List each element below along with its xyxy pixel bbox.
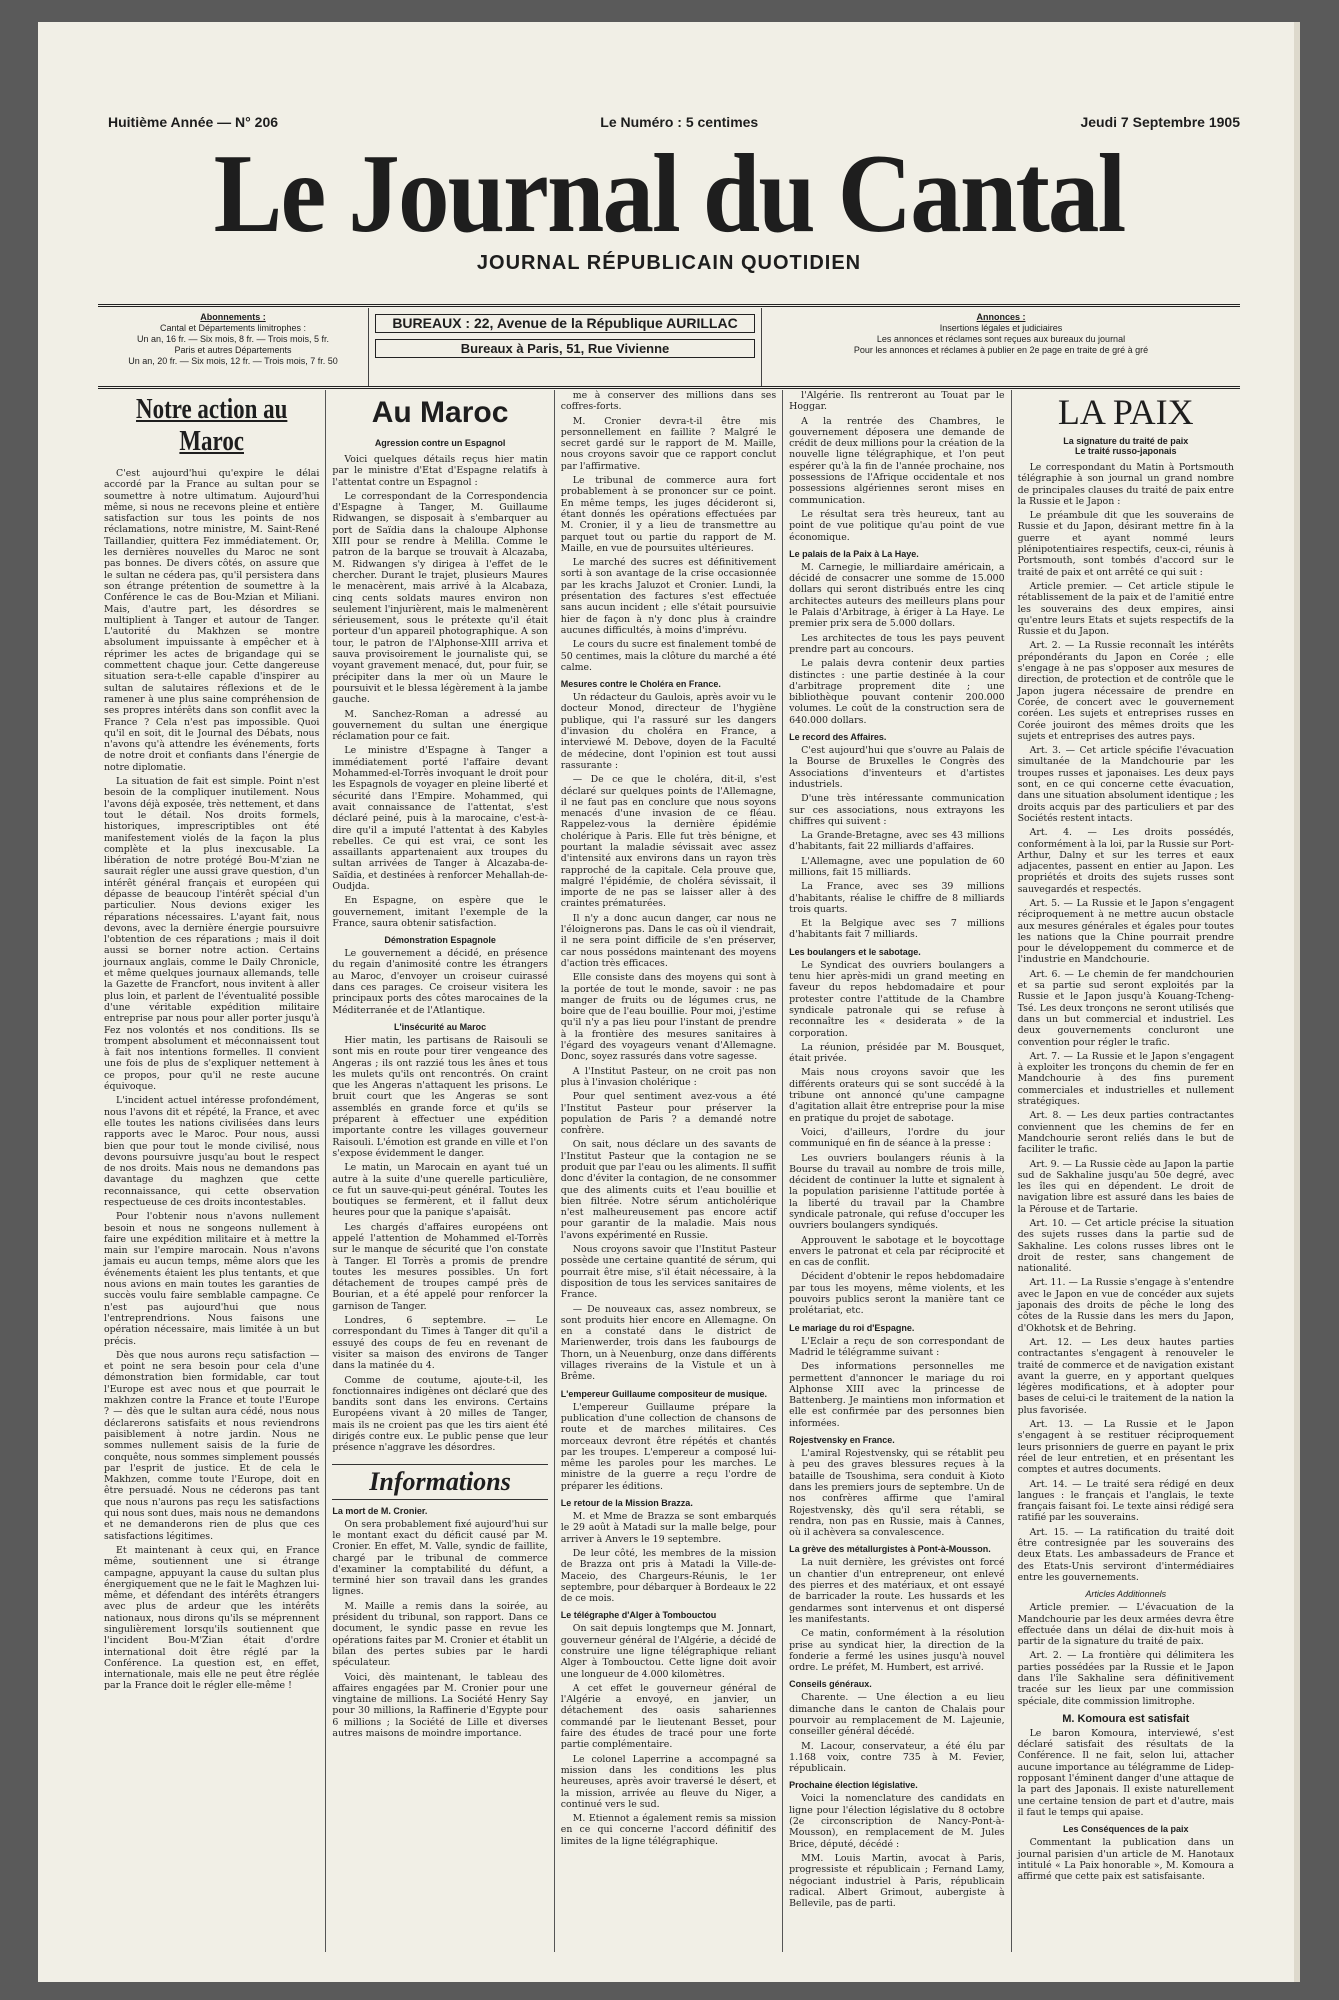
informations-heading: Informations bbox=[332, 1464, 547, 1500]
paragraph: Art. 8. — Les deux parties contractantes conviennent que les chemins de fer en Mandchourie seront reliés dans le but de faciliter le trafic. bbox=[1017, 1110, 1234, 1156]
subheading: Rojestvensky en France. bbox=[789, 1435, 895, 1446]
subheading: Le palais de la Paix à La Haye. bbox=[789, 548, 919, 559]
paragraph: Art. 10. — Cet article précise la situation des sujets russes dans la partie sud de Sakhaline. Les colons russes libres ont le droit de rester, sans changement de nationalité. bbox=[1017, 1218, 1234, 1275]
subheading: Articles Additionnels bbox=[1085, 1589, 1167, 1600]
paragraph: La nuit dernière, les grévistes ont forcé un chantier d'un entrepreneur, ont enlevé des pierres et des matériaux, et ont essayé de barricader la route. Les hussards et les gendarmes sont intervenus et ont dispersé les manifestants. bbox=[789, 1557, 1005, 1625]
subheading: L'empereur Guillaume compositeur de musique. bbox=[560, 1388, 767, 1399]
column-3 bbox=[555, 390, 783, 1952]
offices-aurillac: BUREAUX : 22, Avenue de la République AURILLAC bbox=[375, 314, 755, 333]
subheading: Le record des Affaires. bbox=[789, 732, 887, 743]
paragraph: D'une très intéressante communication sur ces associations, nous extrayons les chiffres qui suivent : bbox=[789, 793, 1005, 827]
paragraph: A la rentrée des Chambres, le gouvernement déposera une demande de crédit de deux millions pour la création de la nouvelle ligne télégraphique, et l'on peut espérer qu'à la fin de l'année prochaine, nos possessions de l'Afrique occidentale et nos possessions algériennes seront mises en communication. bbox=[789, 415, 1005, 506]
subheading: L'insécurité au Maroc bbox=[394, 1021, 487, 1032]
paragraph: La Grande-Bretagne, avec ses 43 millions d'habitants, fait 22 milliards d'affaires. bbox=[789, 830, 1005, 853]
paragraph: Le colonel Laperrine a accompagné sa mission dans les conditions les plus heureuses, après avoir traversé le désert, et la mission, arrivée au fleuve du Niger, a continué vers le sud. bbox=[560, 1753, 777, 1810]
paragraph: Approuvent le sabotage et le boycottage envers le patronat et cela par réciprocité et en cas de conflit. bbox=[789, 1234, 1005, 1269]
paragraph: Art. 7. — La Russie et le Japon s'engagent à exploiter les tronçons du chemin de fer en Mandchourie à des fins purement commerciales et industrielles et nullement stratégiques. bbox=[1017, 1050, 1234, 1108]
paragraph: Des informations personnelles me permettent d'annoncer le mariage du roi Alphonse XIII avec la princesse de Battenberg. Je maintiens mon information et elle est confirmée par des personnes bien informées. bbox=[789, 1361, 1005, 1429]
paragraph: Commentant la publication dans un journal parisien d'un article de M. Hanotaux intitulé « La Paix honorable », M. Komoura a affirmé que cette paix est satisfaisante. bbox=[1017, 1837, 1234, 1883]
issue-number: Huitième Année — N° 206 bbox=[108, 114, 279, 130]
paragraph: Le baron Komoura, interviewé, s'est déclaré satisfait des résultats de la Conférence. Il ne fait, selon lui, attacher aucune importance au télégramme de Lidep-ropposant l'éminent danger d'une attaque de la part des Japonais. Il existe naturellement une certaine tension de part et d'autre, mais il faut le temps qui apaise. bbox=[1017, 1727, 1234, 1818]
paragraph: Charente. — Une élection a eu lieu dimanche dans le canton de Chalais pour pourvoir au remplacement de M. Lajeunie, conseiller général décédé. bbox=[789, 1692, 1005, 1738]
headline-la-paix: LA PAIX bbox=[1057, 392, 1194, 432]
paragraph: Art. 2. — La frontière qui délimitera les parties possédées par la Russie et le Japon dans l'île Sakhaline sera définitivement tracée sur les lieux par une commission spéciale, dite commission limitrophe. bbox=[1017, 1650, 1234, 1707]
masthead bbox=[98, 134, 1240, 284]
newspaper-subtitle: JOURNAL RÉPUBLICAIN QUOTIDIEN bbox=[476, 252, 862, 274]
paragraph: Hier matin, les partisans de Raisouli se sont mis en route pour tirer vengeance des Angeras ; ils ont razzié tous les ânes et tous les mulets qu'ils ont rencontrés. On craint que les Angeras n'attaquent les prisons. Le bruit court que les Angeras se sont assemblés en grande force et qu'ils se préparent à effectuer une expédition importante contre les villages gouverneur Raisouli. L'émotion est grande en ville et l'on s'expose évidemment le danger. bbox=[332, 1034, 548, 1159]
paragraph: Décident d'obtenir le repos hebdomadaire par tous les moyens, même violents, et les pouvoirs publics seront la manière tant ce prolétariat, etc. bbox=[789, 1271, 1005, 1317]
paragraph: La France, avec ses 39 millions d'habitants, réalise le chiffre de 8 milliards trois quarts. bbox=[789, 881, 1005, 915]
paragraph: Art. 12. — Les deux hautes parties contractantes s'engagent à renouveler le traité de commerce et de navigation existant avant la guerre, en y apportant quelques légères modifications, et à adopter pour bases de celui-ci le traitement de la nation la plus favorisée. bbox=[1017, 1336, 1234, 1416]
newspaper-title: Le Journal du Cantal bbox=[213, 132, 1125, 256]
paragraph: Le correspondant du Matin à Portsmouth télégraphie à son journal un grand nombre de principales clauses du traité de paix entre la Russie et le Japon : bbox=[1017, 462, 1234, 507]
paragraph: Le correspondant de la Correspondencia d'Espagne à Tanger, M. Guillaume Ridwangen, se disposait à s'embarquer au port de Saïdia dans la chaloupe Alphonse XIII pour se rendre à Melilla. Comme le patron de la barque se trouvait à Alcazaba, M. Ridwangen s'y dirigea à l'effet de le chercher. Durant le trajet, plusieurs Maures le menacèrent, mais arrivé à la Alcabaza, cinq cents soldats maures environ non seulement l'injurièrent, mais le malmenèrent sérieusement, sous le prétexte qu'il était porteur d'un appareil photographique. A son tour, le patron de l'Alphonse-XIII arriva et sauva provisoirement le journaliste qui, se voyant gravement menacé, dut, pour fuir, se précipiter dans la mer où un Maure le poursuivit et le blessa légèrement à la jambe gauche. bbox=[332, 490, 548, 706]
paragraph: Elle consiste dans des moyens qui sont à la portée de tout le monde, savoir : ne pas manger de fruits ou de légumes crus, ne boire que de l'eau bouillie. Pour moi, j'estime qu'il n'y a pas lieu pour l'instant de prendre à la frontière des mesures sanitaires à l'égard des voyageurs venant d'Allemagne. Donc, soyez rassurés dans votre sagesse. bbox=[560, 972, 777, 1063]
paragraph: La réunion, présidée par M. Bousquet, était privée. bbox=[789, 1041, 1005, 1065]
paragraph: Pour quel sentiment avez-vous a été l'Institut Pasteur pour préserver la population de Paris ? a demandé notre confrère. bbox=[560, 1091, 777, 1137]
subscriptions-line: Un an, 20 fr. — Six mois, 12 fr. — Trois mois, 7 fr. 50 bbox=[128, 356, 338, 366]
paragraph: Ce matin, conformément à la résolution prise au syndicat hier, la direction de la fonderie a fermé les usines jusqu'à nouvel ordre. Le préfet, M. Humbert, est arrivé. bbox=[789, 1628, 1005, 1674]
paragraph: — De ce que le choléra, dit-il, s'est déclaré sur quelques points de l'Allemagne, il ne faut pas en conclure que nous soyons menacés d'une invasion de ce fléau. Rappelez-vous la dernière épidémie cholérique à Paris. Elle fut très bénigne, et pourtant la maladie sévissait avec assez d'intensité aux environs dans un rayon très rapproché de la capitale. Cela prouve que, malgré l'épidémie, de choléra sévissait, il importe de ne pas se laisser aller à des craintes prématurées. bbox=[560, 774, 777, 910]
deck-line: Le traité russo-japonais bbox=[1074, 446, 1177, 456]
paragraph: M. Sanchez-Roman a adressé au gouvernement du sultan une énergique réclamation pour ce fait. bbox=[332, 708, 548, 743]
deck bbox=[1018, 436, 1234, 456]
subheading: Les Conséquences de la paix bbox=[1062, 1824, 1189, 1835]
subheading: Conseils généraux. bbox=[789, 1679, 872, 1690]
paragraph: En Espagne, on espère que le gouvernement, imitant l'exemple de la France, saura obtenir satisfaction. bbox=[332, 895, 548, 929]
subheading: La mort de M. Cronier. bbox=[332, 1505, 428, 1516]
paragraph: Nous croyons savoir que l'Institut Pasteur possède une certaine quantité de sérum, qui pourrait être mise, s'il était nécessaire, à la disposition de tous les services sanitaires de France. bbox=[560, 1244, 777, 1301]
paragraph: L'incident actuel intéresse profondément, nous l'avons dit et répété, la France, et avec elle toutes les nations civilisées dans leurs rapports avec le Maroc. Pour nous, aussi bien que pour tout le monde civilisé, nous devons poursuivre jusqu'au bout le respect de nos droits. Mais nous ne demandons pas davantage du maghzen que cette reconnaissance, qui cette observation respectueuse de ces droits incontestables. bbox=[104, 1095, 320, 1208]
paragraph: Article premier. — L'évacuation de la Mandchourie par les deux armées devra être effectuée dans un délai de dix-huit mois à partir de la signature du traité de paix. bbox=[1017, 1602, 1234, 1648]
paragraph: l'Algérie. Ils rentreront au Touat par le Hoggar. bbox=[789, 390, 1005, 413]
offices-paris: Bureaux à Paris, 51, Rue Vivienne bbox=[375, 339, 755, 358]
paragraph: On sait depuis longtemps que M. Jonnart, gouverneur général de l'Algérie, a décidé de construire une ligne télégraphique reliant Alger à Tombouctou. Cette ligne doit avoir une longueur de 4.000 kilomètres. bbox=[560, 1623, 777, 1680]
paragraph: Voici, d'ailleurs, l'ordre du jour communiqué en fin de séance à la presse : bbox=[789, 1126, 1005, 1150]
subheading: Le télégraphe d'Alger à Tombouctou bbox=[560, 1610, 717, 1621]
issue-date: Jeudi 7 Septembre 1905 bbox=[1080, 114, 1240, 130]
ads-box bbox=[761, 308, 1240, 386]
paragraph: Et la Belgique avec ses 7 millions d'habitants fait 7 milliards. bbox=[789, 918, 1005, 941]
paragraph: L'empereur Guillaume prépare la publication d'une collection de chansons de route et de marches militaires. Ces morceaux devront être répétés et chantés par les troupes. L'empereur a composé lui-même les paroles pour les marches. Le ministre de la guerre a reçu l'ordre de préparer les éditions. bbox=[560, 1401, 777, 1492]
subscriptions-line: Un an, 16 fr. — Six mois, 8 fr. — Trois mois, 5 fr. bbox=[136, 334, 330, 344]
paragraph: me à conserver des millions dans ses coffres-forts. bbox=[560, 390, 777, 413]
subheading: M. Komoura est satisfait bbox=[1062, 1712, 1190, 1725]
issue-price: Le Numéro : 5 centimes bbox=[600, 114, 759, 130]
paragraph: On sait, nous déclare un des savants de l'Institut Pasteur que la contagion ne se produit que par l'eau ou les aliments. Il suffit donc d'éviter la contagion, de ne consommer que des aliments cuits et l'eau bouillie et bien filtrée. Notre sérum anticholérique n'est malheureusement pas encore actif pour garantir de la maladie. Mais nous l'avons expérimenté en Russie. bbox=[560, 1139, 777, 1241]
paragraph: Le ministre d'Espagne à Tanger a immédiatement porté l'affaire devant Mohammed-el-Torrès invoquant le droit pour les Espagnols de voyager en pleine liberté et sécurité dans l'Empire. Mohammed, qui avait connaissance de l'attentat, s'est déclaré peiné, puis à la marocaine, c'est-à-dire qu'il a imputé l'attentat à des Kabyles rebelles. Ce qui est vrai, ce sont les assaillants appartenaient aux troupes du sultan arrivées de Tanger à Alcazaba-de-Saïdia, et destinées à renforcer Mehallah-de-Oudjda. bbox=[332, 745, 548, 892]
paragraph: Article premier. — Cet article stipule le rétablissement de la paix et de l'amitié entre les souverains des deux empires, ainsi qu'entre leurs Etats et sujets respectifs de la Russie et du Japon. bbox=[1017, 580, 1234, 638]
subheading: Démonstration Espagnole bbox=[384, 935, 496, 946]
column-2 bbox=[326, 390, 554, 1952]
column-1 bbox=[98, 390, 326, 1952]
subscriptions-heading: Abonnements : bbox=[200, 312, 266, 322]
paragraph: Art. 4. — Les droits possédés, conformément à la loi, par la Russie sur Port-Arthur, Dalny et sur les terres et eaux adjacentes, passent en entier au Japon. Les propriétés et droits des sujets russes sont sauvegardés et respectés. bbox=[1017, 827, 1234, 895]
paragraph: M. Etiennot a également remis sa mission en ce qui concerne l'accord définitif des limites de la ligne télégraphique. bbox=[560, 1813, 777, 1847]
paragraph: Comme de coutume, ajoute-t-il, les fonctionnaires indigènes ont déclaré que des bandits sont dans les environs. Certains Européens vivant à 20 milles de Tanger, mais ils ne croient pas que les tirs aient été dirigés contre eux. Le public pense que leur présence n'aggrave les désordres. bbox=[332, 1374, 548, 1454]
subscriptions-line: Paris et autres Départements bbox=[174, 345, 292, 355]
info-band bbox=[98, 308, 1240, 389]
paragraph: Le palais devra contenir deux parties distinctes : une partie destinée à la cour d'arbitrage proprement dite ; une bibliothèque pouvant contenir 200.000 volumes. Le coût de la construction sera de 640.000 dollars. bbox=[789, 658, 1005, 726]
newspaper-page bbox=[38, 22, 1300, 1982]
paragraph: Pour l'obtenir nous n'avons nullement besoin et nous ne songeons nullement à faire une expédition militaire et à mettre la main sur l'empire marocain. Nous n'avons jamais eu aucun temps, même alors que les événements étaient les plus tentants, et que nous avions en main toutes les garanties de succès voulu faire semblable campagne. Ce n'est pas aujourd'hui que nous l'entreprendrions. Nous faisons une opération nécessaire, mais limitée à un but précis. bbox=[104, 1211, 320, 1347]
paragraph: C'est aujourd'hui qu'expire le délai accordé par la France au sultan pour se soumettre à notre ultimatum. Aujourd'hui même, si nous ne recevons pleine et entière satisfaction sur tous les points de nos réclamations, notre ministre, M. Saint-René Taillandier, quittera Fez immédiatement. Or, les dernières nouvelles du Maroc ne sont pas bonnes. De divers côtés, on assure que le sultan ne cédera pas, qu'il persistera dans son étrange prétention de soumettre à la Conférence le cas de Bou-Mzian et Miliani. Mais, d'autre part, les désordres se multiplient à Tanger et autour de Tanger. L'autorité du Makhzen se montre absolument impuissante à empêcher et à réprimer les actes de brigandage qui se commettent chaque jour. Cette dangereuse situation sera-t-elle capable d'inspirer au sultan de salutaires réflexions et de le ramener à une plus saine compréhension de ses propres intérêts dans son conflit avec la France ? Cela n'est pas impossible. Quoi qu'il en soit, dit le Journal des Débats, nous n'avons qu'à attendre les événements, forts de notre droit et confiants dans l'énergie de notre diplomatie. bbox=[104, 468, 320, 773]
paragraph: L'amiral Rojestvensky, qui se rétablit peu à peu des graves blessures reçues à la bataille de Tsoushima, sera conduit à Kioto dans les premiers jours de septembre. Un de nos confrères affirme que l'amiral Rojestvensky, dès qu'il sera rétabli, se rendra, non pas en Russie, mais à Cannes, où il achèvera sa convalescence. bbox=[789, 1448, 1005, 1539]
subscriptions-box bbox=[98, 308, 369, 386]
paragraph: Le tribunal de commerce aura fort probablement à se prononcer sur ce point. En même temps, les juges décideront si, étant donnés les opérations effectuées par M. Cronier, il y a lieu de transmettre au parquet tout ou partie du rapport de M. Maille, en vue de poursuites ultérieures. bbox=[560, 475, 777, 554]
paragraph: Voici, dès maintenant, le tableau des affaires engagées par M. Cronier pour une vingtaine de millions. La Société Henry Say pour 30 millions, la Raffinerie d'Egypte pour 6 millions ; la Société de Lille et diverses autres maisons de moindre importance. bbox=[332, 1671, 548, 1739]
article-columns bbox=[98, 390, 1240, 1952]
paragraph: M. Lacour, conservateur, a été élu par 1.168 voix, contre 735 à M. Fevier, républicain. bbox=[789, 1740, 1005, 1775]
paragraph: Un rédacteur du Gaulois, après avoir vu le docteur Monod, directeur de l'hygiène publique, qui l'a rassuré sur les dangers d'invasion du choléra en France, a interviewé M. Debove, doyen de la Faculté de médecine, dont l'opinion est tout aussi rassurante : bbox=[560, 692, 777, 771]
subheading: Prochaine élection législative. bbox=[789, 1780, 918, 1791]
paragraph: M. et Mme de Brazza se sont embarqués le 29 août à Matadi sur la malle belge, pour arriver à Anvers le 19 septembre. bbox=[560, 1511, 777, 1545]
column-5 bbox=[1012, 390, 1240, 1952]
paragraph: L'Eclair a reçu de son correspondant de Madrid le télégramme suivant : bbox=[789, 1335, 1005, 1358]
ads-line: Insertions légales et judiciaires bbox=[939, 323, 1063, 333]
paragraph: Voici quelques détails reçus hier matin par le ministre d'Etat d'Espagne relatifs à l'attentat contre un Espagnol : bbox=[332, 454, 548, 488]
paragraph: Le cours du sucre est finalement tombé de 50 centimes, mais la clôture du marché a été calme. bbox=[560, 639, 777, 673]
paragraph: Londres, 6 septembre. — Le correspondant du Times à Tanger dit qu'il a essuyé des coups de feu en revenant de visiter sa maison des environs de Tanger dans la matinée du 4. bbox=[332, 1315, 548, 1372]
paragraph: Voici la nomenclature des candidats en ligne pour l'élection législative du 8 octobre (2e circonscription de Nancy-Pont-à-Mousson), en remplacement de M. Jules Brice, député, décédé : bbox=[789, 1793, 1005, 1850]
paragraph: M. Carnegie, le milliardaire américain, a décidé de consacrer une somme de 15.000 dollars qui seront distribués entre les cinq architectes auteurs des meilleurs plans pour le Palais d'Arbitrage, à ériger à La Haye. Le premier prix sera de 5.000 dollars. bbox=[789, 561, 1005, 630]
paragraph: — De nouveaux cas, assez nombreux, se sont produits hier encore en Allemagne. On en a constaté dans le district de Marienwerder, trois dans les faubourgs de Thorn, un à Neuenburg, onze dans différents villages riverains de la Vistule et un à Brême. bbox=[560, 1303, 777, 1383]
subscriptions-line: Cantal et Départements limitrophes : bbox=[159, 323, 307, 333]
paragraph: Art. 15. — La ratification du traité doit être contresignée par les souverains des deux Etats. Les ambassadeurs de France et des Etats-Unis serviront d'intermédiaires entre les gouvernements. bbox=[1017, 1526, 1234, 1583]
band-rule bbox=[98, 304, 1240, 307]
top-info-line bbox=[108, 112, 1240, 132]
paragraph: Mais nous croyons savoir que les différents orateurs qui se sont succédé à la tribune ont annoncé qu'une campagne d'agitation allait être entreprise pour la mise en pratique du projet de sabotage. bbox=[789, 1067, 1005, 1124]
paragraph: Le matin, un Marocain en ayant tué un autre à la suite d'une querelle particulière, ce fut un sauve-qui-peut général. Toutes les boutiques se fermèrent, et il fallut deux heures pour que la panique s'apaisât. bbox=[332, 1162, 548, 1219]
paragraph: L'Allemagne, avec une population de 60 millions, fait 15 milliards. bbox=[789, 855, 1005, 878]
paragraph: De leur côté, les membres de la mission de Brazza ont pris à Matadi la Ville-de-Maceio, des Chargeurs-Réunis, le 1er septembre, pour débarquer à Bordeaux le 22 de ce mois. bbox=[560, 1547, 777, 1605]
subheading: Les boulangers et le sabotage. bbox=[789, 946, 921, 957]
column-4 bbox=[783, 390, 1011, 1952]
subheading: Mesures contre le Choléra en France. bbox=[560, 679, 721, 690]
subheading: La grève des métallurgistes à Pont-à-Mousson. bbox=[789, 1544, 991, 1555]
paragraph: MM. Louis Martin, avocat à Paris, progressiste et républicain ; Fernand Lamy, négociant industriel à Paris, républicain radical. Albert Grimout, aubergiste à Bellevile, pas de parti. bbox=[789, 1852, 1005, 1910]
paragraph: Le résultat sera très heureux, tant au point de vue politique qu'au point de vue économique. bbox=[789, 508, 1005, 543]
headline-maroc-action: Notre action au Maroc bbox=[136, 394, 288, 457]
paragraph: Et maintenant à ceux qui, en France même, soutiennent une si étrange campagne, appuyant la cause du sultan plus énergiquement que ne le fait le Maghzen lui-même, et défendant des intérêts étrangers avec plus de ardeur que les intérêts nationaux, nous dirons qu'ils se méprennent singulièrement lorsqu'ils soutiennent que l'incident Bou-M'Zian était d'ordre international doit être réglé par la Conférence. La question est, en effet, internationale, mais elle ne peut être réglée par la France doit le régler elle-même ! bbox=[104, 1544, 320, 1692]
paragraph: Dès que nous aurons reçu satisfaction — et point ne sera besoin pour cela d'une démonstration bien formidable, car tout l'Europe est avec nous et que pourrait le makhzen contre la France et toute l'Europe ? — dès que le sultan aura cédé, nous nous déclarerons satisfaits et nous reviendrons paisiblement à notre jardin. Nous ne sommes nullement saisis de la furie de conquête, nous sommes simplement poussés par l'esprit de justice. Et de cela le Makhzen, comme toute l'Europe, doit en être persuadé. Nous ne céderons pas tant que nous n'aurons pas reçu les satisfactions qui nous sont dues, mais nous ne demandons et ne demanderons rien de plus que ces satisfactions légitimes. bbox=[104, 1349, 320, 1542]
paragraph: C'est aujourd'hui que s'ouvre au Palais de la Bourse de Bruxelles le Congrès des Associations d'inventeurs et d'artistes industriels. bbox=[789, 745, 1005, 790]
paragraph: A cet effet le gouverneur général de l'Algérie a envoyé, en janvier, un détachement des oasis sahariennes commandé par le lieutenant Besset, pour faire des études de tracé pour une forte partie complémentaire. bbox=[560, 1682, 777, 1751]
subheading: Le retour de la Mission Brazza. bbox=[560, 1498, 693, 1509]
paragraph: Les chargés d'affaires européens ont appelé l'attention de Mohammed el-Torrès sur le manque de sécurité que l'on constate à Tanger. El Torrès a promis de prendre toutes les mesures possibles. Un fort détachement de troupes campé près de Bourian, et a été appelé pour renforcer la garnison de Tanger. bbox=[332, 1221, 548, 1312]
page-edge bbox=[1294, 22, 1300, 1982]
paragraph: Il n'y a donc aucun danger, car nous ne l'éloignerons pas. Dans le cas où il viendrait, il ne sera point difficile de s'en préserver, car nous possédons maintenant des moyens d'action très efficaces. bbox=[560, 912, 777, 969]
offices-box bbox=[369, 308, 761, 386]
paragraph: Les ouvriers boulangers réunis à la Bourse du travail au nombre de trois mille, décident de continuer la lutte et signalent à la population parisienne l'attitude portée à la liberté du travail par la Chambre syndicale patronale, qui refuse d'occuper les ouvriers boulangers syndiqués. bbox=[789, 1152, 1005, 1232]
paragraph: Art. 9. — La Russie cède au Japon la partie sud de Sakhaline jusqu'au 50e degré, avec les îles qui en dépendent. Le droit de navigation libre est assuré dans les baies de la Pérouse et de Tartarie. bbox=[1017, 1158, 1234, 1215]
paragraph: Art. 13. — La Russie et le Japon s'engagent à se restituer réciproquement leurs prisonniers de guerre en payant le prix réel de leur entretien, et en présentant les comptes et autres documents. bbox=[1017, 1419, 1234, 1476]
deck: Agression contre un Espagnol bbox=[374, 438, 506, 448]
paragraph: La situation de fait est simple. Point n'est besoin de la compliquer inutilement. Nous l'avons déjà exposée, très nettement, et dans tout le détail. Nos droits formels, historiques, imprescriptibles ont été manifestement violés de la façon la plus complète et la plus inexcusable. La libération de notre protégé Bou-M'zian ne saurait régler une aussi grave question, d'un intérêt général français et européen qui dépasse de beaucoup l'intérêt spécial d'un particulier. Nous devions exiger les réparations nécessaires. L'ayant fait, nous devons, avec la dernière énergie poursuivre l'obtention de ces réparations ; mais il doit aussi se borner notre action. Certains journaux anglais, comme le Daily Chronicle, et même quelques journaux allemands, telle la Gazette de Francfort, nous invitent à aller plus loin, et parlent de l'éventualité possible d'une véritable expédition militaire entreprise par nous pour aller porter jusqu'à Fez nos volontés et nos conditions. Ils se trompent absolument et méconnaissent tout à fait nos intentions formelles. Il convient une fois de plus de s'expliquer nettement à ce propos, pour qu'il ne reste aucune équivoque. bbox=[104, 776, 320, 1093]
paragraph: On sera probablement fixé aujourd'hui sur le montant exact du déficit causé par M. Cronier. En effet, M. Valle, syndic de faillite, chargé par le tribunal de commerce d'examiner la comptabilité du défunt, a terminé hier son travail dans les grandes lignes. bbox=[332, 1518, 548, 1598]
paragraph: Art. 14. — Le traité sera rédigé en deux langues : le français et l'anglais, le texte français faisant foi. Le texte ainsi rédigé sera ratifié par les souverains. bbox=[1017, 1478, 1234, 1524]
paragraph: M. Cronier devra-t-il être mis personnellement en faillite ? Malgré le secret gardé sur le rapport de M. Maille, nous croyons savoir que ce rapport conclut par l'affirmative. bbox=[560, 415, 777, 472]
paragraph: Le marché des sucres est définitivement sorti à son avantage de la crise occasionnée par les krachs Jaluzot et Cronier. Lundi, la présentation des factures s'est effectuée sans aucun incident ; elle s'était poursuivie hier de façon à n'y donc plus à craindre aucunes difficultés, à moins d'imprévu. bbox=[560, 557, 777, 636]
deck-line: La signature du traité de paix bbox=[1063, 436, 1189, 446]
ads-heading: Annonces : bbox=[976, 312, 1026, 322]
paragraph: Le Syndicat des ouvriers boulangers a tenu hier après-midi un grand meeting en faveur du repos hebdomadaire et pour protester contre l'attitude de la Chambre syndicale patronale qui se refuse à reconnaître les « desiderata » de la corporation. bbox=[789, 959, 1005, 1039]
paragraph: Art. 3. — Cet article spécifie l'évacuation simultanée de la Mandchourie par les troupes russes et japonaises. Les deux pays sont, en ce qui concerne cette évacuation, dans une situation absolument identique ; les droits acquis par des particuliers et par des Sociétés restent intacts. bbox=[1017, 745, 1234, 824]
paragraph: Art. 6. — Le chemin de fer mandchourien et sa partie sud seront exploités par la Russie et le Japon jusqu'à Kouang-Tcheng-Tsé. Les deux tronçons ne seront utilisés que dans un but commercial et industriel. Les deux gouvernements concluront une convention pour régler le trafic. bbox=[1017, 968, 1234, 1048]
paragraph: Le préambule dit que les souverains de Russie et du Japon, désirant mettre fin à la guerre et ayant nommé leurs plénipotentiaires respectifs, ceux-ci, réunis à Portsmouth, sont tombés d'accord sur le traité de paix et ont arrêté ce qui suit : bbox=[1017, 510, 1234, 578]
paragraph: M. Maille a remis dans la soirée, au président du tribunal, son rapport. Dans ce document, le syndic passe en revue les opérations faites par M. Cronier et établit un bilan des pertes subies par le hardi spéculateur. bbox=[332, 1600, 548, 1669]
paragraph: Art. 2. — La Russie reconnaît les intérêts prépondérants du Japon en Corée ; elle s'engage à ne pas s'opposer aux mesures de direction, de protection et de contrôle que le Japon jugera nécessaire de prendre en Corée, de concert avec le gouvernement coréen. Les sujets et entreprises russes en Corée jouiront des mêmes droits que les sujets et entreprises des autres pays. bbox=[1017, 640, 1234, 742]
paragraph: Le gouvernement a décidé, en présence du regain d'animosité contre les étrangers au Maroc, d'envoyer un croiseur cuirassé dans ces parages. Ce croiseur visitera les principaux ports des côtes marocaines de la Méditerranée et de l'Atlantique. bbox=[332, 948, 548, 1016]
paragraph: Les architectes de tous les pays peuvent prendre part au concours. bbox=[789, 632, 1005, 655]
ads-line: Pour les annonces et réclames à publier en 2e page en traite de gré à gré bbox=[853, 345, 1149, 355]
paragraph: Art. 5. — La Russie et le Japon s'engagent réciproquement à ne mettre aucun obstacle aux mesures générales et égales pour toutes les nations que la Chine pourrait prendre pour le développement du commerce et de l'industrie en Mandchourie. bbox=[1017, 897, 1234, 966]
paragraph: Art. 11. — La Russie s'engage à s'entendre avec le Japon en vue de concéder aux sujets japonais des droits de pêche le long des côtes de la Russie dans les mers du Japon, d'Okhotsk et de Behring. bbox=[1017, 1277, 1234, 1334]
headline-au-maroc: Au Maroc bbox=[371, 396, 509, 429]
paragraph: A l'Institut Pasteur, on ne croit pas non plus à l'invasion cholérique : bbox=[560, 1065, 777, 1088]
subheading: Le mariage du roi d'Espagne. bbox=[789, 1322, 915, 1333]
ads-line: Les annonces et réclames sont reçues aux bureaux du journal bbox=[876, 334, 1126, 344]
